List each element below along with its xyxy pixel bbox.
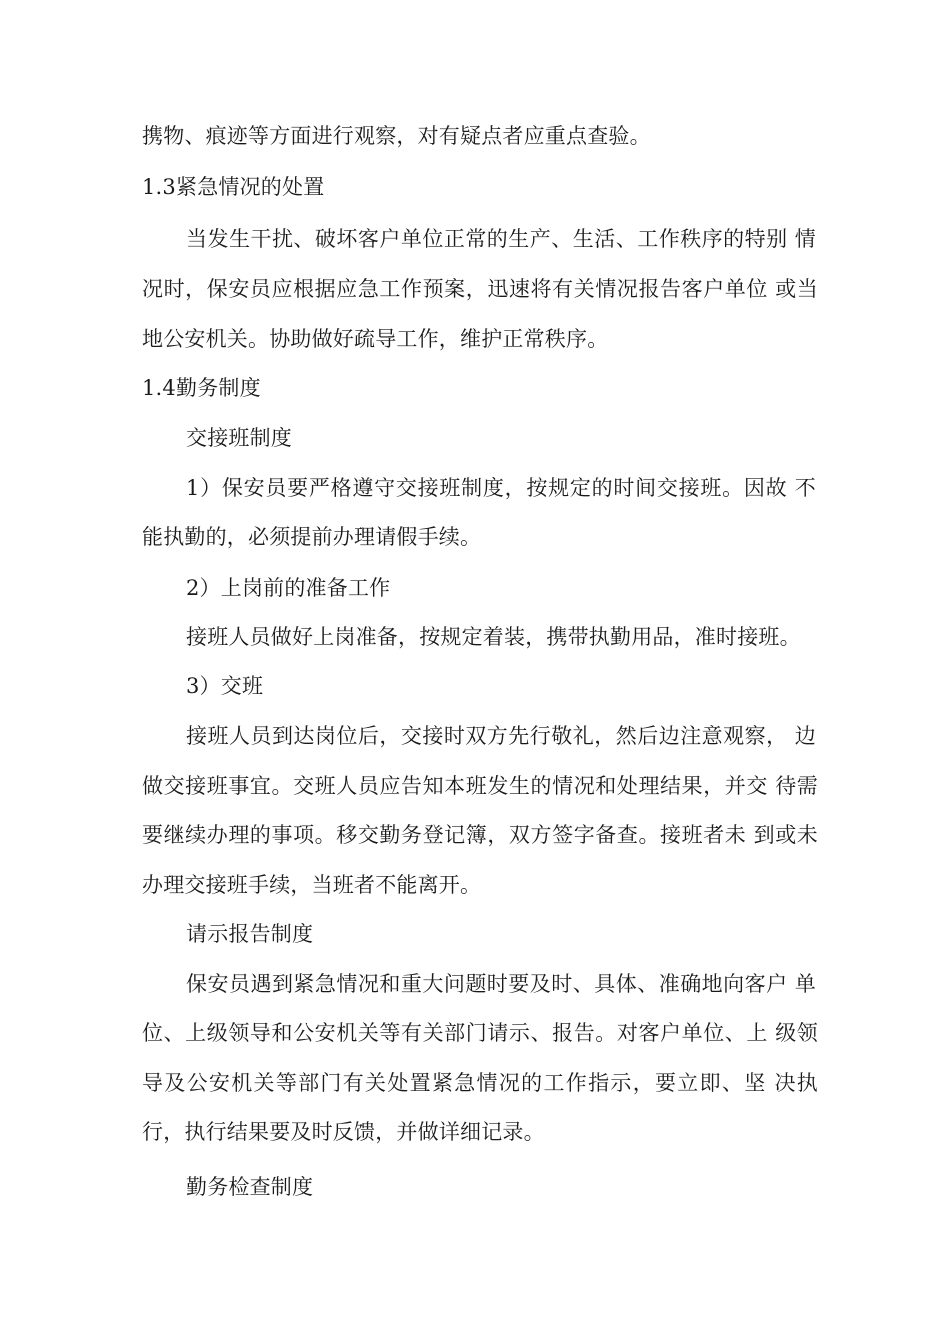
text-line: 1）保安员要严格遵守交接班制度，按规定的时间交接班。因故 不: [186, 476, 816, 500]
text-line: 行，执行结果要及时反馈，并做详细记录。: [142, 1120, 545, 1144]
text-line: 携物、痕迹等方面进行观察，对有疑点者应重点查验。: [142, 124, 651, 148]
subsection-heading: 请示报告制度: [186, 922, 314, 946]
text-line: 3）交班: [186, 674, 264, 698]
text-line: 导及公安机关等部门有关处置紧急情况的工作指示，要立即、坚 决执: [142, 1071, 818, 1095]
text-line: 办理交接班手续，当班者不能离开。: [142, 873, 482, 897]
section-heading: 1.4勤务制度: [142, 376, 261, 400]
section-heading: 1.3紧急情况的处置: [142, 175, 325, 199]
text-line: 接班人员做好上岗准备，按规定着装，携带执勤用品，准时接班。: [186, 625, 801, 649]
text-line: 2）上岗前的准备工作: [186, 576, 391, 600]
text-line: 做交接班事宜。交班人员应告知本班发生的情况和处理结果，并交 待需: [142, 774, 818, 798]
text-line: 地公安机关。协助做好疏导工作，维护正常秩序。: [142, 327, 609, 351]
subsection-heading: 勤务检查制度: [186, 1175, 314, 1199]
text-line: 要继续办理的事项。移交勤务登记簿，双方签字备查。接班者未 到或未: [142, 823, 818, 847]
text-line: 况时，保安员应根据应急工作预案，迅速将有关情况报告客户单位 或当: [142, 277, 818, 301]
subsection-heading: 交接班制度: [186, 426, 292, 450]
text-line: 能执勤的，必须提前办理请假手续。: [142, 525, 482, 549]
text-line: 保安员遇到紧急情况和重大问题时要及时、具体、准确地向客户 单: [186, 972, 816, 996]
text-line: 接班人员到达岗位后，交接时双方先行敬礼，然后边注意观察， 边: [186, 724, 816, 748]
text-line: 当发生干扰、破坏客户单位正常的生产、生活、工作秩序的特别 情: [186, 227, 816, 251]
text-line: 位、上级领导和公安机关等有关部门请示、报告。对客户单位、上 级领: [142, 1021, 818, 1045]
